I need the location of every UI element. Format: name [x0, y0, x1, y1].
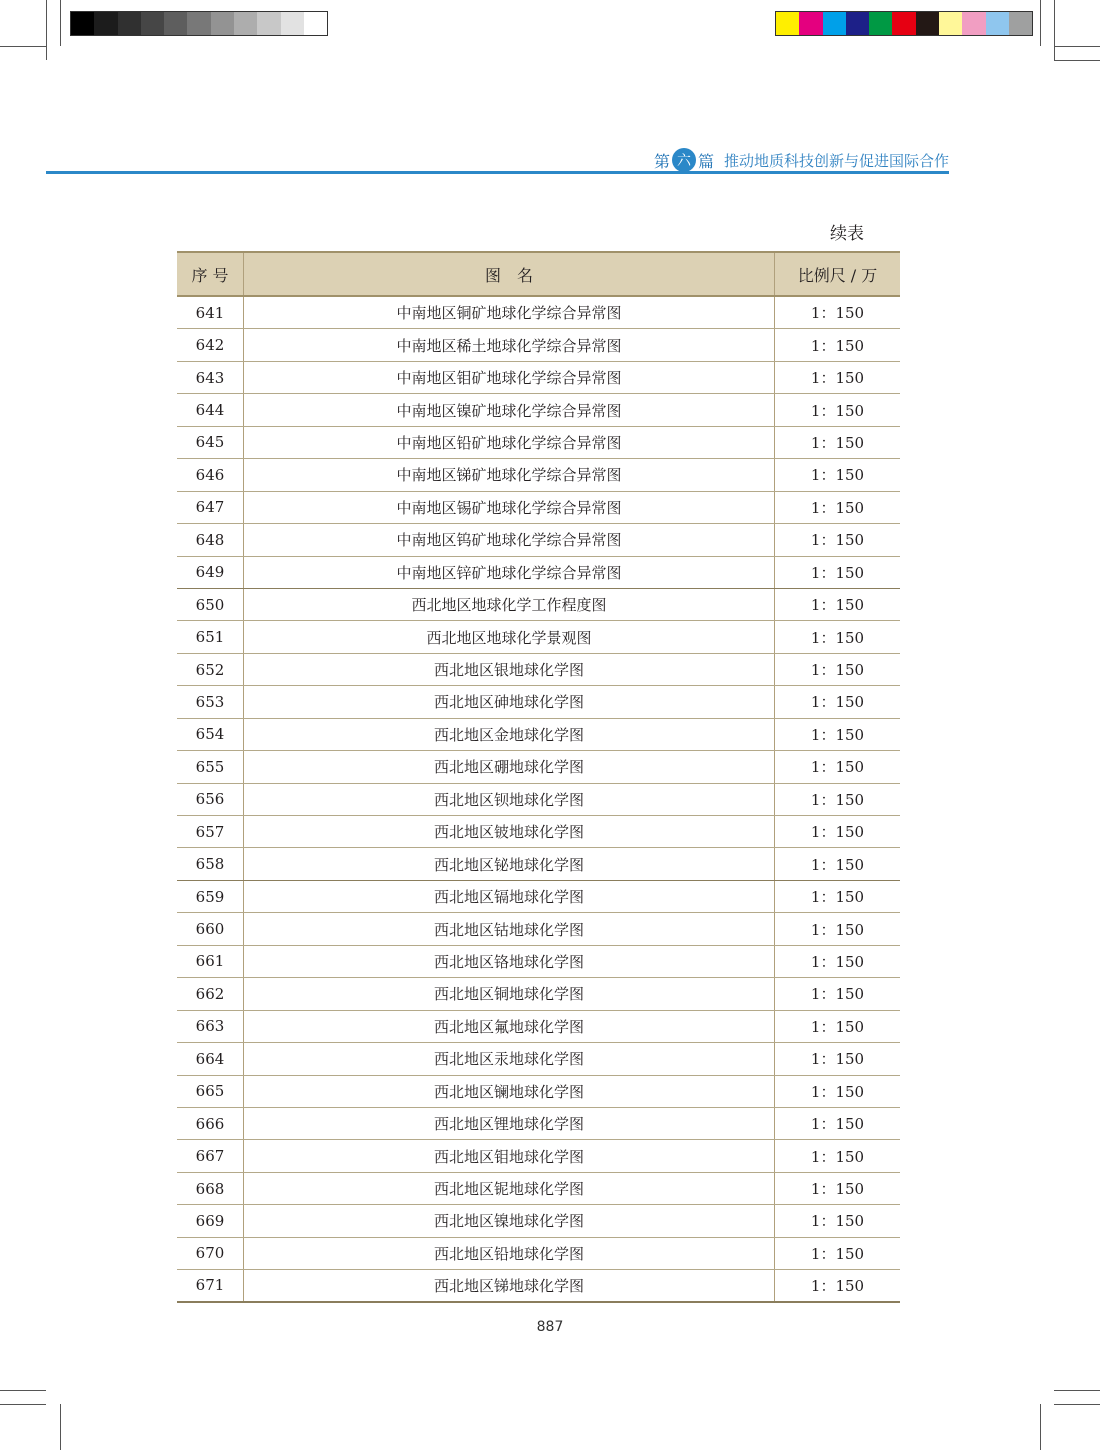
- cell-map-name: 西北地区地球化学景观图: [243, 621, 775, 652]
- color-swatch: [846, 12, 869, 35]
- table-row: [177, 1205, 900, 1237]
- crop-mark-top-right-inner: [1040, 0, 1041, 46]
- table-row: [177, 848, 900, 880]
- cell-number: 670: [195, 1244, 225, 1263]
- cell-number: 653: [195, 692, 225, 711]
- crop-mark-top-left-h: [0, 46, 46, 47]
- cell-scale: 1：150: [810, 563, 865, 582]
- column-header-map-name: 图 名: [243, 253, 775, 295]
- cell-map-name: 西北地区钼地球化学图: [243, 1140, 775, 1171]
- table-row: [177, 1043, 900, 1075]
- cell-map-name: 中南地区锌矿地球化学综合异常图: [243, 557, 775, 588]
- cell-map-name: 西北地区锑地球化学图: [243, 1270, 775, 1300]
- cell-number: 671: [195, 1276, 225, 1295]
- cell-scale: 1：150: [810, 1180, 865, 1199]
- cell-scale: 1：150: [810, 1115, 865, 1134]
- color-swatch: [939, 12, 962, 35]
- table-row: [177, 524, 900, 556]
- table-row: [177, 492, 900, 524]
- cell-scale: 1：150: [810, 725, 865, 744]
- part-title: 推动地质科技创新与促进国际合作: [723, 151, 949, 170]
- table-row: [177, 784, 900, 816]
- table-row: [177, 1270, 900, 1302]
- color-swatch: [776, 12, 799, 35]
- table-body: [177, 297, 900, 1303]
- table-row: [177, 459, 900, 491]
- cell-scale: 1：150: [810, 661, 865, 680]
- cell-map-name: 西北地区氟地球化学图: [243, 1011, 775, 1042]
- table-row: [177, 394, 900, 426]
- process-color-bar: [775, 11, 1033, 36]
- cell-scale: 1：150: [810, 628, 865, 647]
- crop-mark-top-left-inner: [60, 0, 61, 46]
- cell-scale: 1：150: [810, 1244, 865, 1263]
- cell-scale: 1：150: [810, 985, 865, 1004]
- cell-map-name: 西北地区钡地球化学图: [243, 784, 775, 815]
- cell-number: 666: [195, 1114, 225, 1133]
- running-header: [46, 138, 949, 174]
- gray-swatch: [187, 12, 210, 35]
- table-row: [177, 946, 900, 978]
- cell-map-name: 西北地区铜地球化学图: [243, 978, 775, 1009]
- cell-map-name: 西北地区砷地球化学图: [243, 686, 775, 717]
- gray-swatch: [164, 12, 187, 35]
- color-swatch: [1009, 12, 1032, 35]
- cell-number: 641: [195, 303, 225, 322]
- cell-map-name: 西北地区铬地球化学图: [243, 946, 775, 977]
- grayscale-color-bar: [70, 11, 328, 36]
- continued-label: 续表: [830, 224, 864, 244]
- gray-swatch: [234, 12, 257, 35]
- table-row: [177, 1238, 900, 1270]
- cell-number: 655: [195, 757, 225, 776]
- cell-map-name: 中南地区铅矿地球化学综合异常图: [243, 427, 775, 458]
- cell-map-name: 西北地区铅地球化学图: [243, 1238, 775, 1269]
- cell-number: 649: [195, 563, 225, 582]
- table-row: [177, 329, 900, 361]
- cell-scale: 1：150: [810, 855, 865, 874]
- cell-map-name: 中南地区钼矿地球化学综合异常图: [243, 362, 775, 393]
- cell-number: 662: [195, 984, 225, 1003]
- cell-scale: 1：150: [810, 888, 865, 907]
- part-number-badge: 六: [672, 148, 696, 172]
- color-swatch: [869, 12, 892, 35]
- table-row: [177, 654, 900, 686]
- cell-map-name: 中南地区钨矿地球化学综合异常图: [243, 524, 775, 555]
- cell-map-name: 中南地区铜矿地球化学综合异常图: [243, 297, 775, 328]
- crop-mark-bottom-left-v: [60, 1404, 61, 1450]
- cell-number: 652: [195, 660, 225, 679]
- cell-number: 645: [195, 433, 225, 452]
- color-swatch: [962, 12, 985, 35]
- cell-map-name: 中南地区锑矿地球化学综合异常图: [243, 459, 775, 490]
- gray-swatch: [211, 12, 234, 35]
- cell-number: 642: [195, 336, 225, 355]
- table-row: [177, 427, 900, 459]
- gray-swatch: [281, 12, 304, 35]
- crop-mark-bottom-left-h2: [0, 1404, 46, 1405]
- table-row: [177, 1011, 900, 1043]
- color-swatch: [799, 12, 822, 35]
- cell-scale: 1：150: [810, 693, 865, 712]
- cell-number: 668: [195, 1179, 225, 1198]
- gray-swatch: [94, 12, 117, 35]
- part-suffix: 篇: [697, 151, 714, 171]
- cell-map-name: 西北地区金地球化学图: [243, 719, 775, 750]
- table-row: [177, 719, 900, 751]
- cell-map-name: 西北地区银地球化学图: [243, 654, 775, 685]
- cell-map-name: 西北地区铍地球化学图: [243, 816, 775, 847]
- cell-scale: 1：150: [810, 531, 865, 550]
- cell-map-name: 西北地区汞地球化学图: [243, 1043, 775, 1074]
- cell-scale: 1：150: [810, 823, 865, 842]
- cell-number: 663: [195, 1017, 225, 1036]
- cell-number: 667: [195, 1147, 225, 1166]
- cell-number: 656: [195, 790, 225, 809]
- header-text: [654, 148, 949, 172]
- table-header: [177, 251, 900, 297]
- cell-number: 644: [195, 401, 225, 420]
- cell-number: 651: [195, 628, 225, 647]
- cell-scale: 1：150: [810, 401, 865, 420]
- crop-mark-bottom-right-v: [1040, 1404, 1041, 1450]
- cell-scale: 1：150: [810, 369, 865, 388]
- table-row: [177, 816, 900, 848]
- column-header-scale: 比例尺 / 万: [797, 265, 878, 285]
- cell-scale: 1：150: [810, 466, 865, 485]
- cell-scale: 1：150: [810, 920, 865, 939]
- cell-number: 665: [195, 1082, 225, 1101]
- cell-number: 654: [195, 725, 225, 744]
- cell-map-name: 西北地区铌地球化学图: [243, 1173, 775, 1204]
- crop-mark-bottom-right-h: [1054, 1390, 1100, 1391]
- cell-scale: 1：150: [810, 1017, 865, 1036]
- gray-swatch: [118, 12, 141, 35]
- table-row: [177, 751, 900, 783]
- cell-scale: 1：150: [810, 790, 865, 809]
- cell-number: 657: [195, 822, 225, 841]
- gray-swatch: [141, 12, 164, 35]
- cell-number: 659: [195, 887, 225, 906]
- cell-map-name: 西北地区地球化学工作程度图: [243, 589, 775, 620]
- gray-swatch: [257, 12, 280, 35]
- cell-number: 661: [195, 952, 225, 971]
- cell-number: 648: [195, 530, 225, 549]
- cell-map-name: 西北地区镧地球化学图: [243, 1076, 775, 1107]
- cell-map-name: 西北地区镍地球化学图: [243, 1205, 775, 1236]
- crop-mark-top-right-v: [1054, 0, 1055, 60]
- header-rule: [46, 171, 949, 174]
- part-mark: [654, 148, 714, 172]
- table-row: [177, 686, 900, 718]
- cell-scale: 1：150: [810, 304, 865, 323]
- cell-number: 664: [195, 1049, 225, 1068]
- cell-map-name: 中南地区镍矿地球化学综合异常图: [243, 394, 775, 425]
- color-swatch: [916, 12, 939, 35]
- gray-swatch: [304, 12, 327, 35]
- cell-map-name: 西北地区硼地球化学图: [243, 751, 775, 782]
- table-row: [177, 1140, 900, 1172]
- crop-mark-bottom-left-h: [0, 1390, 46, 1391]
- table-row: [177, 362, 900, 394]
- cell-number: 646: [195, 465, 225, 484]
- cell-map-name: 西北地区锂地球化学图: [243, 1108, 775, 1139]
- cell-map-name: 西北地区钴地球化学图: [243, 913, 775, 944]
- page-number: 887: [536, 1319, 564, 1335]
- cell-map-name: 西北地区镉地球化学图: [243, 881, 775, 912]
- cell-map-name: 西北地区铋地球化学图: [243, 848, 775, 879]
- cell-scale: 1：150: [810, 1082, 865, 1101]
- crop-mark-top-right-h2: [1054, 60, 1100, 61]
- cell-scale: 1：150: [810, 952, 865, 971]
- table-row: [177, 589, 900, 621]
- color-swatch: [823, 12, 846, 35]
- cell-number: 647: [195, 498, 225, 517]
- table-row: [177, 621, 900, 653]
- cell-number: 660: [195, 920, 225, 939]
- cell-number: 669: [195, 1211, 225, 1230]
- crop-mark-bottom-right-h2: [1054, 1404, 1100, 1405]
- cell-scale: 1：150: [810, 596, 865, 615]
- table-row: [177, 881, 900, 913]
- cell-map-name: 中南地区稀土地球化学综合异常图: [243, 329, 775, 360]
- map-list-table: [177, 251, 900, 1303]
- cell-number: 643: [195, 368, 225, 387]
- table-row: [177, 557, 900, 589]
- table-row: [177, 1108, 900, 1140]
- cell-scale: 1：150: [810, 1147, 865, 1166]
- cell-scale: 1：150: [810, 336, 865, 355]
- cell-number: 650: [195, 595, 225, 614]
- cell-scale: 1：150: [810, 1050, 865, 1069]
- part-prefix: 第: [653, 151, 670, 171]
- column-header-number: 序 号: [191, 265, 229, 285]
- cell-scale: 1：150: [810, 433, 865, 452]
- cell-map-name: 中南地区锡矿地球化学综合异常图: [243, 492, 775, 523]
- table-row: [177, 297, 900, 329]
- cell-scale: 1：150: [810, 758, 865, 777]
- table-row: [177, 1076, 900, 1108]
- color-swatch: [986, 12, 1009, 35]
- cell-number: 658: [195, 855, 225, 874]
- table-row: [177, 913, 900, 945]
- cell-scale: 1：150: [810, 1212, 865, 1231]
- table-row: [177, 978, 900, 1010]
- crop-mark-top-left-v: [46, 0, 47, 60]
- gray-swatch: [71, 12, 94, 35]
- crop-mark-top-right-h: [1054, 46, 1100, 47]
- color-swatch: [892, 12, 915, 35]
- table-row: [177, 1173, 900, 1205]
- cell-scale: 1：150: [810, 1276, 865, 1295]
- cell-scale: 1：150: [810, 498, 865, 517]
